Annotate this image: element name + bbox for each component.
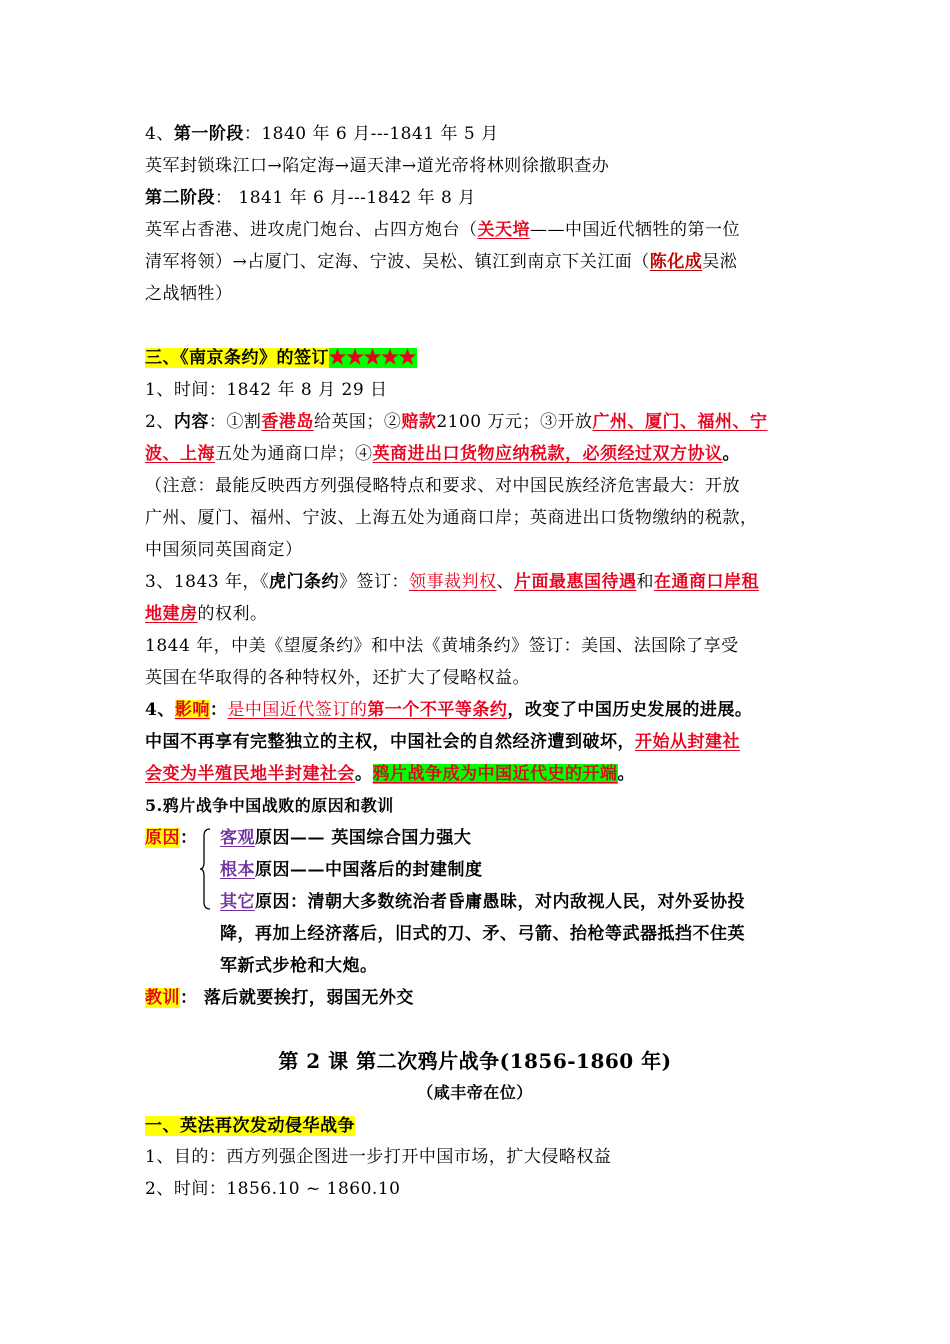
impact-line1 (145, 699, 825, 721)
lesson2-heading-text: 一、英法再次发动侵华战争 (145, 1116, 355, 1136)
text: 、 (496, 572, 514, 592)
nanjing-content-line1 (145, 411, 825, 433)
nanjing-content-line2 (145, 443, 825, 465)
text: 赔款 (401, 412, 437, 432)
text: 4、 (145, 700, 175, 720)
text: 香港岛 (261, 412, 314, 432)
text: 是中国近代签订的 (227, 700, 368, 720)
person-chen-huacheng: 陈化成 (649, 252, 703, 272)
nanjing-time: 1、时间：1842 年 8 月 29 日 (145, 380, 388, 400)
reason-other-line3: 军新式步枪和大炮。 (220, 956, 378, 976)
wangxia-line2: 英国在华取得的各种特权外，还扩大了侵略权益。 (145, 668, 530, 688)
person-guan-tianpei: 关天培 (477, 220, 530, 240)
text: ，改变了中国历史发展的进展。 (507, 700, 753, 720)
text: 2、 (145, 412, 174, 432)
text: 原因——中国落后的封建制度 (255, 860, 483, 880)
nanjing-heading (145, 347, 825, 369)
stage1-events: 英军封锁珠江口→陷定海→逼天津→道光帝将林则徐撤职查办 (145, 156, 610, 176)
text: ： 落后就要挨打，弱国无外交 (180, 988, 414, 1008)
text: 波、上海 (145, 444, 215, 464)
text: 2100 万元；③开放 (436, 412, 593, 432)
humen-line2 (145, 603, 825, 625)
stage1-label: 第一阶段 (173, 124, 244, 144)
lesson-line (145, 987, 825, 1009)
humen-line1 (145, 571, 825, 593)
text: 其它 (220, 892, 255, 912)
reason-fundamental (220, 859, 820, 881)
text: 领事裁判权 (408, 572, 497, 592)
reason-other-line1 (220, 891, 820, 913)
stage1-dates: ：1840 年 6 月---1841 年 5 月 (243, 124, 499, 144)
text: 客观 (220, 828, 255, 848)
text: 广州、厦门、福州、宁 (592, 412, 768, 432)
stage1-num: 4、 (145, 124, 174, 144)
text: 内容 (173, 412, 209, 432)
text: 的权利。 (197, 604, 268, 624)
stage2-events-line1 (145, 219, 825, 241)
text: 英商进出口货物应纳税款，必须经过双方协议 (372, 444, 723, 464)
text: 英军占香港、进攻虎门炮台、占四方炮台（ (145, 220, 478, 240)
text: 开始从封建社 (635, 732, 740, 752)
stage1-line (145, 123, 825, 145)
lesson2-time: 2、时间：1856.10 ~ 1860.10 (145, 1179, 401, 1199)
lesson2-heading (145, 1115, 825, 1137)
text: 鸦片战争成为中国近代史的开端 (372, 764, 618, 784)
impact-line2 (145, 731, 825, 753)
text: 虎门条约 (268, 572, 339, 592)
text: 清军将领）→占厦门、定海、宁波、吴松、镇江到南京下关江面（ (145, 252, 650, 272)
text: 。 (617, 764, 635, 784)
stage2-dates: ： 1841 年 6 月---1842 年 8 月 (215, 188, 476, 208)
text: ： (180, 828, 198, 848)
nanjing-note-line3: 中国须同英国商定） (145, 540, 303, 560)
brace-icon (199, 828, 211, 910)
text: ： (209, 700, 228, 720)
nanjing-note-line1: （注意：最能反映西方列强侵略特点和要求、对中国民族经济危害最大：开放 (145, 476, 740, 496)
impact-line3 (145, 763, 825, 785)
text: 原因 (145, 828, 180, 848)
text: 和 (636, 572, 654, 592)
text: 会变为半殖民地半封建社会 (145, 764, 355, 784)
reason-objective (220, 827, 820, 849)
text: 原因：清朝大多数统治者昏庸愚昧，对内敌视人民，对外妥协投 (255, 892, 745, 912)
stage2-label: 第二阶段 (145, 188, 215, 208)
text: 。 (355, 764, 373, 784)
text: ：①割 (208, 412, 262, 432)
text: 五处为通商口岸；④ (215, 444, 373, 464)
text: 给英国；② (313, 412, 402, 432)
text: 影响 (174, 700, 210, 720)
defeat-heading: 5.鸦片战争中国战败的原因和教训 (145, 796, 394, 815)
text: 原因—— 英国综合国力强大 (255, 828, 472, 848)
stage2-events-line3: 之战牺牲） (145, 284, 233, 304)
text: 。 (722, 444, 740, 464)
text: 根本 (220, 860, 255, 880)
reason-other-line2: 降，再加上经济落后，旧式的刀、矛、弓箭、抬枪等武器抵挡不住英 (220, 924, 745, 944)
text: 地建房 (145, 604, 198, 624)
text: 片面最惠国待遇 (513, 572, 637, 592)
text: 第一个不平等条约 (367, 700, 508, 720)
lesson2-subtitle: （咸丰帝在位） (417, 1083, 533, 1102)
text: 在通商口岸租 (653, 572, 759, 592)
text: 吴淞 (702, 252, 738, 272)
text: 3、1843 年，《 (145, 572, 269, 592)
stage2-events-line2 (145, 251, 825, 273)
text: 中国不再享有完整独立的主权，中国社会的自然经济遭到破坏， (145, 732, 635, 752)
wangxia-line1: 1844 年，中美《望厦条约》和中法《黄埔条约》签订：美国、法国除了享受 (145, 636, 739, 656)
lesson2-purpose: 1、目的：西方列强企图进一步打开中国市场，扩大侵略权益 (145, 1147, 612, 1167)
lesson2-title: 第 2 课 第二次鸦片战争(1856-1860 年) (278, 1049, 672, 1073)
text: ——中国近代牺牲的第一位 (530, 220, 740, 240)
text: 》签订： (338, 572, 409, 592)
nanjing-heading-text: 三、《南京条约》的签订 (145, 348, 329, 368)
importance-stars: ★★★★★ (329, 348, 417, 368)
nanjing-note-line2: 广州、厦门、福州、宁波、上海五处为通商口岸；英商进出口货物缴纳的税款， (145, 508, 758, 528)
text: 教训 (145, 988, 180, 1008)
stage2-line (145, 187, 825, 209)
